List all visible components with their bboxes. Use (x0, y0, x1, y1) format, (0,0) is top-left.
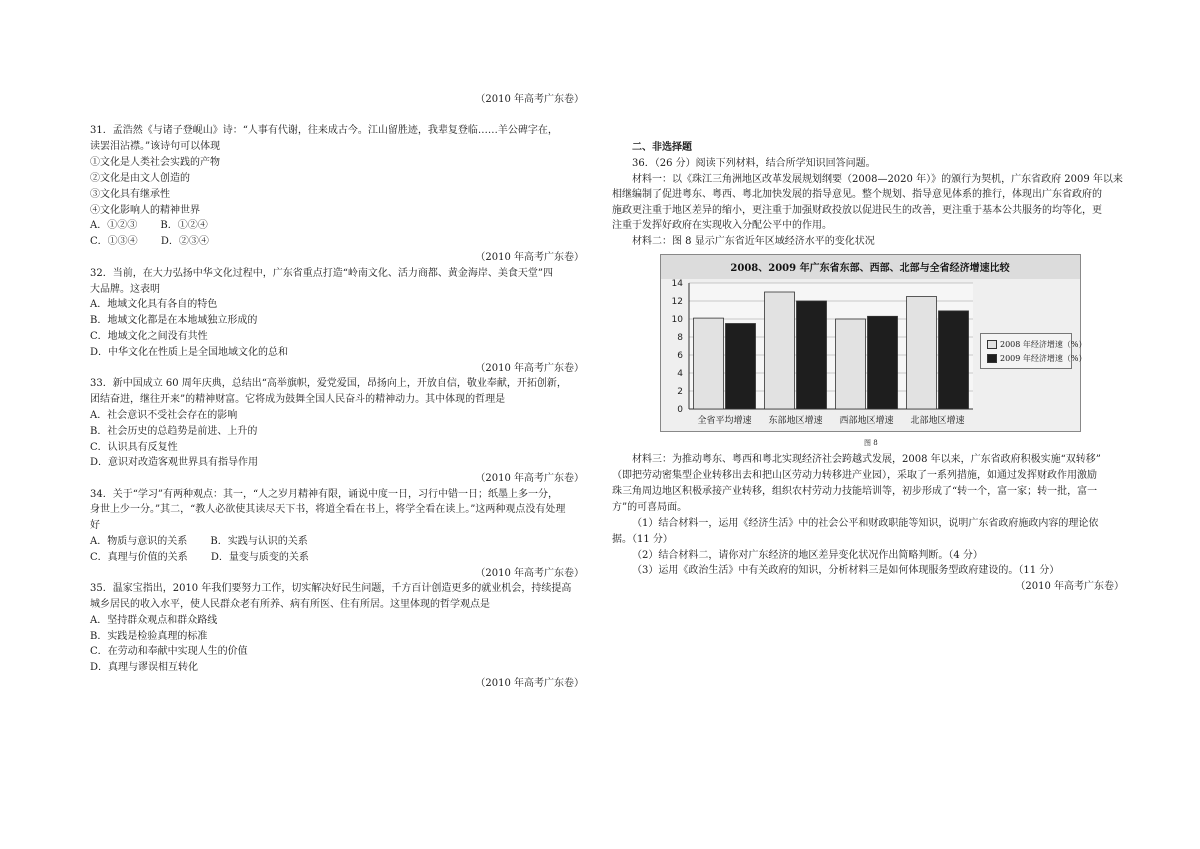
question-33-option: D．意识对改造客观世界具有指导作用 (90, 457, 259, 468)
bar-2008 (836, 319, 866, 409)
question-31-item: ①文化是人类社会实践的产物 (90, 157, 220, 168)
question-34-stem: 34．关于“学习”有两种观点：其一，“人之岁月精神有限，诵说中度一日，习行中错一日；纸墨上多一分， (90, 489, 559, 500)
question-35-option: C．在劳动和奉献中实现人生的价值 (90, 646, 248, 657)
y-tick-label: 8 (677, 333, 683, 343)
economic-growth-chart (660, 254, 1087, 432)
bar-2008 (907, 297, 937, 410)
question-32-option: C．地域文化之间没有共性 (90, 331, 208, 342)
question-31-item: ②文化是由文人创造的 (90, 173, 190, 184)
material-3-line: （即把劳动密集型企业转移出去和把山区劳动力转移进产业园），采取了一系列措施，如通过发挥财政作用激励 (612, 470, 1097, 481)
x-tick-label: 全省平均增速 (697, 416, 752, 426)
y-tick-label: 6 (677, 351, 683, 361)
question-33-stem-continued: 团结奋进，继往开来”的精神财富。它将成为鼓舞全国人民奋斗的精神动力。其中体现的哲理是 (90, 394, 506, 405)
question-32-option: A．地域文化具有各自的特色 (90, 299, 218, 310)
task-2-text: （2）结合材料二，请你对广东经济的地区差异变化状况作出简略判断。（4 分） (632, 550, 983, 561)
question-31-item: ④文化影响人的精神世界 (90, 205, 200, 216)
y-tick-label: 10 (671, 315, 683, 325)
material-3-line: 珠三角周边地区积极承接产业转移，组织农村劳动力技能培训等，初步形成了“转一个，富一家；转一批，富一 (612, 486, 1098, 497)
question-33-option: C．认识具有反复性 (90, 442, 178, 453)
question-35-option: D．真理与谬误相互转化 (90, 662, 199, 673)
question-36-source: （2010 年高考广东卷） (1015, 581, 1124, 592)
material-3-line: 方”的可喜局面。 (612, 502, 688, 513)
task-3-text: （3）运用《政治生活》中有关政府的知识，分析材料三是如何体现服务型政府建设的。（11 分） (632, 565, 1060, 576)
bar-2008 (765, 292, 795, 409)
chart-title: 2008、2009 年广东省东部、西部、北部与全省经济增速比较 (730, 263, 1010, 274)
chart-legend (980, 333, 1087, 369)
question-30-source: （2010 年高考广东卷） (475, 94, 584, 105)
question-35-option: A．坚持群众观点和群众路线 (90, 615, 218, 626)
question-31-source: （2010 年高考广东卷） (475, 252, 584, 263)
legend-entry-2008 (987, 338, 1087, 350)
material-1-line: 相继编制了促进粤东、粤西、粤北加快发展的指导意见。整个规划、指导意见体系的推行，体现出广东省政府的 (612, 189, 1102, 200)
material-1-line: 材料一：以《珠江三角洲地区改革发展规划纲要（2008—2020 年）》的颁行为契机，广东省政府 2009 年以来 (632, 174, 1123, 185)
question-32-option: B．地域文化都是在本地域独立形成的 (90, 315, 258, 326)
question-32-option: D．中华文化在性质上是全国地域文化的总和 (90, 347, 289, 358)
legend-label-2009: 2009 年经济增速（%） (1000, 353, 1087, 363)
question-31-stem: 31．孟浩然《与诸子登岘山》诗：“人事有代谢，往来成古今。江山留胜迹，我辈复登临……羊公碑字在， (90, 125, 558, 136)
legend-entry-2009 (987, 352, 1087, 364)
legend-swatch-2009 (987, 354, 997, 363)
material-2-text: 材料二：图 8 显示广东省近年区域经济水平的变化状况 (632, 236, 875, 247)
question-32-source: （2010 年高考广东卷） (475, 363, 584, 374)
x-tick-label: 西部地区增速 (839, 416, 894, 426)
task-1-text: （1）结合材料一，运用《经济生活》中的社会公平和财政职能等知识，说明广东省政府施政内容的理论依 (632, 518, 1099, 529)
x-tick-label: 东部地区增速 (768, 416, 823, 426)
question-35-stem: 35．温家宝指出，2010 年我们要努力工作，切实解决好民生问题，千方百计创造更多的就业机会，持续提高 (90, 583, 572, 594)
legend-label-2008: 2008 年经济增速（%） (1000, 339, 1087, 349)
question-33-option: B．社会历史的总趋势是前进、上升的 (90, 426, 258, 437)
question-32-stem-continued: 大品牌。这表明 (90, 284, 160, 295)
y-tick-label: 2 (677, 387, 683, 397)
question-33-option: A．社会意识不受社会存在的影响 (90, 410, 238, 421)
question-36-intro: 36．（26 分）阅读下列材料，结合所学知识回答问题。 (632, 158, 876, 169)
x-tick-label: 北部地区增速 (910, 416, 965, 426)
material-1-line: 施政更注重于地区差异的缩小，更注重于加强财政投放以促进民生的改善，更注重于基本公共服务的均等化，更 (612, 205, 1102, 216)
question-34-options-cd: C．真理与价值的关系 D．量变与质变的关系 (90, 552, 309, 563)
y-tick-label: 14 (671, 279, 683, 289)
bar-2008 (694, 318, 724, 409)
question-32-stem: 32．当前，在大力弘扬中华文化过程中，广东省重点打造“岭南文化、活力商都、黄金海岸、美食天堂”四 (90, 268, 553, 279)
question-33-stem: 33．新中国成立 60 周年庆典，总结出“高举旗帜，爱党爱国，昂扬向上，开放自信，敬业奉献，开拓创新， (90, 378, 567, 389)
legend-swatch-2008 (987, 340, 997, 349)
material-1-line: 注重于发挥好政府在实现收入分配公平中的作用。 (612, 220, 832, 231)
question-31-options-cd: C．①③④ D．②③④ (90, 236, 209, 247)
bar-2009 (726, 324, 756, 410)
y-tick-label: 4 (677, 369, 683, 379)
question-35-option: B．实践是检验真理的标准 (90, 631, 208, 642)
section-title: 二、非选择题 (632, 142, 692, 153)
question-31-stem-continued: 读罢泪沾襟。”该诗句可以体现 (90, 141, 221, 152)
bar-2009 (939, 311, 969, 409)
question-33-source: （2010 年高考广东卷） (475, 473, 584, 484)
question-34-options-ab: A．物质与意识的关系 B．实践与认识的关系 (90, 536, 308, 547)
y-tick-label: 0 (677, 405, 683, 415)
question-35-source: （2010 年高考广东卷） (475, 678, 584, 689)
question-34-stem-end: 好 (90, 520, 100, 531)
material-3-line: 材料三：为推动粤东、粤西和粤北实现经济社会跨越式发展，2008 年以来，广东省政府积极实施“双转移” (632, 454, 1101, 465)
question-31-item: ③文化具有继承性 (90, 189, 170, 200)
task-1-text-continued: 据。（11 分） (612, 534, 673, 545)
bar-2009 (797, 301, 827, 409)
y-tick-label: 12 (671, 297, 683, 307)
question-31-options-ab: A．①②③ B．①②④ (90, 220, 208, 231)
question-34-stem-continued: 身世上少一分。”其二，“教人必欲使其读尽天下书，将道全看在书上，将学全看在读上。”这两种观点没有处理 (90, 504, 566, 515)
question-34-source: （2010 年高考广东卷） (475, 568, 584, 579)
question-35-stem-continued: 城乡居民的收入水平，使人民群众老有所养、病有所医、住有所居。这里体现的哲学观点是 (90, 599, 490, 610)
figure-caption: 图 8 (864, 439, 878, 447)
bar-2009 (868, 316, 898, 409)
